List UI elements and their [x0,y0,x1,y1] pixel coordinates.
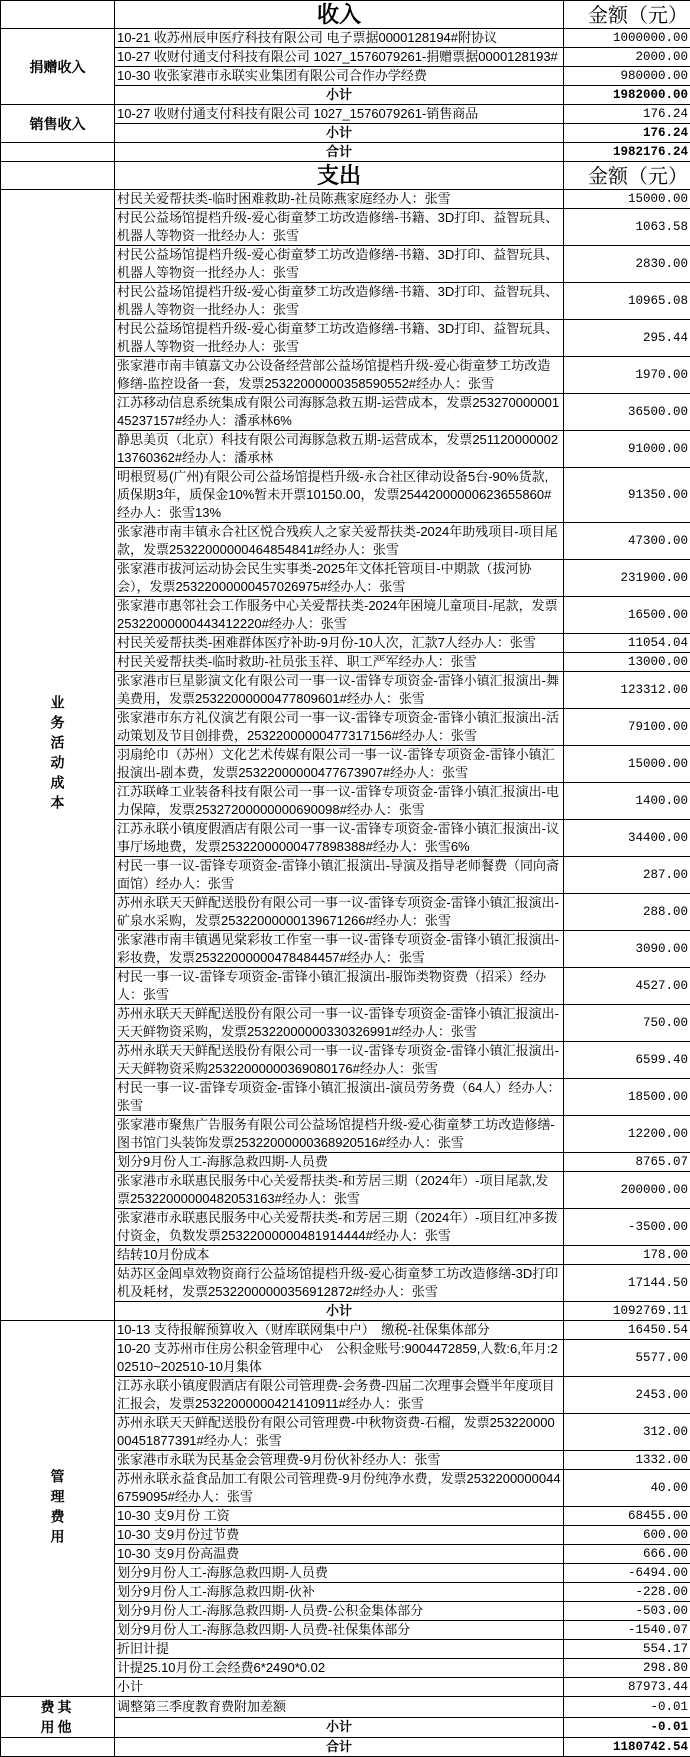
entry-description: 张家港市南丰镇嘉文办公设备经营部公益场馆提档升级-爱心街童梦工坊改造修缮-监控设备一套，发票25322000000358590552#经办人：张雪 [115,357,564,394]
entry-description: 羽扇纶巾（苏州）文化艺术传媒有限公司一事一议-雷锋专项资金-雷锋小镇汇报演出-剧本费，发票25322000000477673907#经办人：张雪 [115,746,564,783]
entry-amount: 17144.50 [564,1265,690,1302]
entry-description: 10-20 支苏州市住房公积金管理中心 公积金账号:9004472859,人数:6,年月:202510~202510-10月集体 [115,1340,564,1377]
entry-description: 村民公益场馆提档升级-爱心街童梦工坊改造修缮-书籍、3D打印、益智玩具、机器人等物资一批经办人：张雪 [115,320,564,357]
entry-description: 村民公益场馆提档升级-爱心街童梦工坊改造修缮-书籍、3D打印、益智玩具、机器人等物资一批经办人：张雪 [115,209,564,246]
entry-description: 张家港市永联惠民服务中心关爱帮扶类-和芳居三期（2024年）-项目尾款,发票25322000000482053163#经办人：张雪 [115,1172,564,1209]
entry-description: 张家港市惠邻社会工作服务中心关爱帮扶类-2024年困境儿童项目-尾款，发票25322000000443412220#经办人：张雪 [115,597,564,634]
entry-amount: 295.44 [564,320,690,357]
entry-amount: 10965.08 [564,283,690,320]
entry-amount: 36500.00 [564,394,690,431]
entry-amount: 600.00 [564,1526,690,1545]
entry-description: 村民一事一议-雷锋专项资金-雷锋小镇汇报演出-服饰类物资费（招采）经办人：张雪 [115,968,564,1005]
table-row [1,1697,690,1718]
entry-amount: 4527.00 [564,968,690,1005]
entry-description: 10-30 支9月份 工资 [115,1507,564,1526]
entry-amount: -1540.07 [564,1621,690,1640]
entry-amount: 200000.00 [564,1172,690,1209]
subtotal-label: 小计 [115,86,564,105]
entry-amount: 47300.00 [564,523,690,560]
entry-amount: 11054.04 [564,634,690,653]
entry-amount: 16450.54 [564,1321,690,1340]
entry-description: 江苏移动信息系统集成有限公司海豚急救五期-运营成本，发票25327000000145237157#经办人：潘承林6% [115,394,564,431]
expense-header-row [1,162,690,190]
blank-cell [1,143,115,162]
entry-description: 划分9月份人工-海豚急救四期-人员费-公积金集体部分 [115,1602,564,1621]
entry-amount: 2830.00 [564,246,690,283]
entry-description: 划分9月份人工-海豚急救四期-人员费-社保集体部分 [115,1621,564,1640]
entry-description: 张家港市南丰镇永合社区悦合残疾人之家关爱帮扶类-2024年助残项目-项目尾款，发票25322000000464854841#经办人：张雪 [115,523,564,560]
income-header-row [1,1,690,29]
entry-amount: 3090.00 [564,931,690,968]
subtotal-amount: 1982000.00 [564,86,690,105]
entry-description: 10-21 收苏州辰申医疗科技有限公司 电子票据0000128194#附协议 [115,29,564,48]
entry-description: 10-27 收财付通支付科技有限公司 1027_1576079261-销售商品 [115,105,564,124]
entry-amount: 288.00 [564,894,690,931]
subtotal-amount: 176.24 [564,124,690,143]
entry-description: 张家港市巨星影演文化有限公司一事一议-雷锋专项资金-雷锋小镇汇报演出-舞美费用，发票25322000000477809601#经办人：张雪 [115,672,564,709]
entry-amount: 91000.00 [564,431,690,468]
entry-amount: 13000.00 [564,653,690,672]
category-label-cell [1,1321,115,1697]
subtotal-label: 小计 [115,1717,564,1738]
entry-description: 江苏永联小镇度假酒店有限公司管理费-会务费-四届二次理事会暨半年度项目汇报会，发票25322000000421410911#经办人：张雪 [115,1377,564,1414]
blank-cell [1,162,115,190]
entry-amount: 12200.00 [564,1116,690,1153]
total-amount: 1982176.24 [564,143,690,162]
entry-description: 明根贸易(广州)有限公司公益场馆提档升级-永合社区律动设备5台-90%货款,质保期3年，质保金10%暂未开票10150.00，发票25442000000623655860#经办人：张雪13% [115,468,564,523]
entry-amount: 15000.00 [564,746,690,783]
entry-amount: -503.00 [564,1602,690,1621]
entry-description: 10-30 收张家港市永联实业集团有限公司合作办学经费 [115,67,564,86]
entry-description: 张家港市永联惠民服务中心关爱帮扶类-和芳居三期（2024年）-项目红冲多拨付资金，负数发票25322000000481914444#经办人：张雪 [115,1209,564,1246]
entry-amount: 1000000.00 [564,29,690,48]
category-label-cell [1,1697,115,1738]
amount-header: 金额（元） [564,1,690,29]
subtotal-label: 小计 [115,1302,564,1321]
entry-description: 苏州永联天天鲜配送股份有限公司一事一议-雷锋专项资金-雷锋小镇汇报演出-天天鲜物资采购25322000000369080176#经办人：张雪 [115,1042,564,1079]
category-label-cell [1,190,115,1321]
entry-description: 张家港市永联为民基金会管理费-9月份伙补经办人：张雪 [115,1451,564,1470]
entry-description: 江苏永联小镇度假酒店有限公司一事一议-雷锋专项资金-雷锋小镇汇报演出-议事厅场地费，发票25322000000477898388#经办人：张雪6% [115,820,564,857]
subtotal-label: 小计 [115,1678,564,1697]
entry-amount: 34400.00 [564,820,690,857]
entry-description: 划分9月份人工-海豚急救四期-伙补 [115,1583,564,1602]
entry-description: 10-30 支9月份过节费 [115,1526,564,1545]
entry-description: 静思美页（北京）科技有限公司海豚急救五期-运营成本，发票25112000000213760362#经办人：潘承林 [115,431,564,468]
entry-description: 折旧计提 [115,1640,564,1659]
entry-amount: 18500.00 [564,1079,690,1116]
subtotal-amount: 1092769.11 [564,1302,690,1321]
entry-amount: 750.00 [564,1005,690,1042]
subtotal-label: 小计 [115,124,564,143]
entry-description: 结转10月份成本 [115,1246,564,1265]
entry-description: 苏州永联天天鲜配送股份有限公司管理费-中秋物资费-石榴，发票25322000000451877391#经办人：张雪 [115,1414,564,1451]
table-row [1,29,690,48]
entry-amount: 79100.00 [564,709,690,746]
entry-amount: -228.00 [564,1583,690,1602]
subtotal-amount: 87973.44 [564,1678,690,1697]
expense-title: 支出 [115,162,564,190]
entry-amount: 666.00 [564,1545,690,1564]
entry-description: 10-27 收财付通支付科技有限公司 1027_1576079261-捐赠票据0000128193# [115,48,564,67]
entry-description: 村民关爱帮扶类-临时困难救助-社员陈燕家庭经办人：张雪 [115,190,564,209]
entry-amount: 178.00 [564,1246,690,1265]
entry-description: 10-13 支待报解预算收入（财库联网集中户） 缴税-社保集体部分 [115,1321,564,1340]
entry-amount: 1970.00 [564,357,690,394]
entry-amount: 1400.00 [564,783,690,820]
entry-description: 划分9月份人工-海豚急救四期-人员费 [115,1153,564,1172]
entry-description: 村民关爱帮扶类-困难群体医疗补助-9月份-10人次，汇款7人经办人：张雪 [115,634,564,653]
subtotal-amount: -0.01 [564,1717,690,1738]
entry-amount: 312.00 [564,1414,690,1451]
income-total-row [1,143,690,162]
entry-amount: 2000.00 [564,48,690,67]
entry-amount: 8765.07 [564,1153,690,1172]
entry-description: 村民公益场馆提档升级-爱心街童梦工坊改造修缮-书籍、3D打印、益智玩具、机器人等物资一批经办人：张雪 [115,246,564,283]
category-label: 捐赠收入 [3,58,112,76]
entry-amount: 123312.00 [564,672,690,709]
total-label: 合计 [115,1738,564,1757]
category-label-cell [1,105,115,143]
entry-amount: 287.00 [564,857,690,894]
table-row [1,105,690,124]
income-title: 收入 [115,1,564,29]
entry-amount: -6494.00 [564,1564,690,1583]
entry-amount: 980000.00 [564,67,690,86]
entry-amount: 1063.58 [564,209,690,246]
entry-amount: 1332.00 [564,1451,690,1470]
expense-total-row [1,1738,690,1757]
entry-amount: 298.80 [564,1659,690,1678]
blank-cell [1,1,115,29]
table-row [1,1321,690,1340]
entry-amount: 6599.40 [564,1042,690,1079]
entry-amount: 68455.00 [564,1507,690,1526]
entry-description: 村民公益场馆提档升级-爱心街童梦工坊改造修缮-书籍、3D打印、益智玩具、机器人等物资一批经办人：张雪 [115,283,564,320]
entry-description: 10-30 支9月份高温费 [115,1545,564,1564]
entry-description: 张家港市拔河运动协会民生实事类-2025年文体托管项目-中期款（拔河协会），发票25322000000457026975#经办人：张雪 [115,560,564,597]
entry-description: 划分9月份人工-海豚急救四期-人员费 [115,1564,564,1583]
entry-description: 张家港市南丰镇遇见棠彩妆工作室一事一议-雷锋专项资金-雷锋小镇汇报演出-彩妆费，发票25322000000478484457#经办人：张雪 [115,931,564,968]
entry-description: 苏州永联天天鲜配送股份有限公司一事一议-雷锋专项资金-雷锋小镇汇报演出-天天鲜物资采购，发票25322000000330326991#经办人：张雪 [115,1005,564,1042]
blank-cell [1,1738,115,1757]
entry-amount: 5577.00 [564,1340,690,1377]
entry-description: 村民一事一议-雷锋专项资金-雷锋小镇汇报演出-导演及指导老师餐费（同向斋面馆）经办人：张雪 [115,857,564,894]
entry-description: 姑苏区金阊卓效物资商行公益场馆提档升级-爱心街童梦工坊改造修缮-3D打印机及耗材，发票25322000000356912872#经办人：张雪 [115,1265,564,1302]
entry-amount: 554.17 [564,1640,690,1659]
entry-description: 调整第三季度教育费附加差额 [115,1697,564,1718]
entry-description: 张家港市东方礼仪演艺有限公司一事一议-雷锋专项资金-雷锋小镇汇报演出-活动策划及节目创排费，25322000000477317156#经办人：张雪 [115,709,564,746]
table-row [1,190,690,209]
entry-amount: 91350.00 [564,468,690,523]
category-label: 业务活动成本 [49,695,67,815]
total-label: 合计 [115,143,564,162]
entry-amount: -3500.00 [564,1209,690,1246]
entry-description: 苏州永联天天鲜配送股份有限公司一事一议-雷锋专项资金-雷锋小镇汇报演出-矿泉水采购，发票25322000000139671266#经办人：张雪 [115,894,564,931]
entry-amount: 15000.00 [564,190,690,209]
entry-description: 江苏联峰工业装备科技有限公司一事一议-雷锋专项资金-雷锋小镇汇报演出-电力保障，发票25327200000000690098#经办人：张雪 [115,783,564,820]
category-label: 管理费用 [49,1469,67,1549]
entry-amount: 40.00 [564,1470,690,1507]
category-label: 费其用他 [39,1697,75,1737]
entry-amount: 231900.00 [564,560,690,597]
category-label-cell [1,29,115,105]
entry-amount: -0.01 [564,1697,690,1718]
entry-amount: 2453.00 [564,1377,690,1414]
entry-description: 张家港市聚焦广告服务有限公司公益场馆提档升级-爱心街童梦工坊改造修缮-图书馆门头装饰发票25322000000368920516#经办人：张雪 [115,1116,564,1153]
entry-amount: 16500.00 [564,597,690,634]
category-label: 销售收入 [3,115,112,133]
amount-header: 金额（元） [564,162,690,190]
total-amount: 1180742.54 [564,1738,690,1757]
entry-amount: 176.24 [564,105,690,124]
entry-description: 村民关爱帮扶类-临时救助-社员张玉祥、职工严军经办人：张雪 [115,653,564,672]
entry-description: 村民一事一议-雷锋专项资金-雷锋小镇汇报演出-演员劳务费（64人）经办人：张雪 [115,1079,564,1116]
entry-description: 计提25.10月份工会经费6*2490*0.02 [115,1659,564,1678]
entry-description: 苏州永联永益食品加工有限公司管理费-9月份纯净水费，发票25322000000446759095#经办人：张雪 [115,1470,564,1507]
